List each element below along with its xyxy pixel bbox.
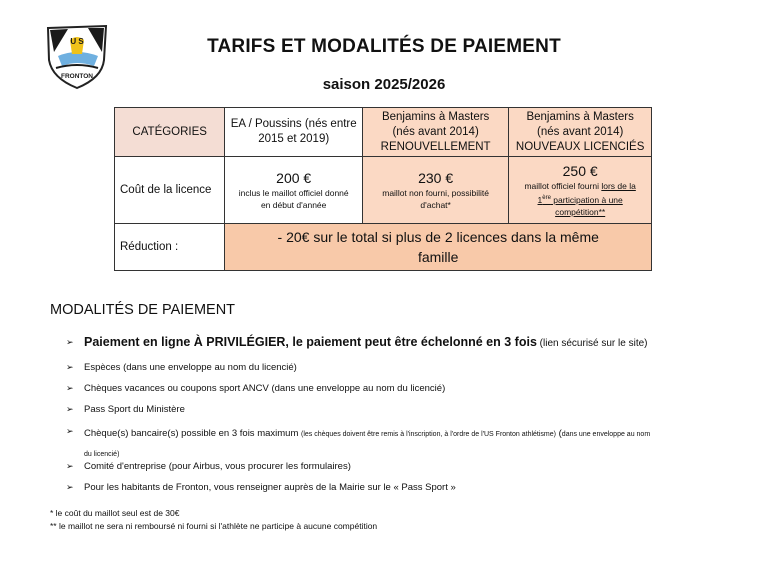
cost-new-note2sup: ère bbox=[542, 195, 551, 202]
item1-bold: Paiement en ligne À PRIVILÉGIER, le paiement peut être échelonné en 3 fois bbox=[84, 335, 537, 349]
header-renew-line1: Benjamins à Masters bbox=[381, 110, 490, 123]
list-item bbox=[66, 360, 297, 375]
list-item bbox=[66, 480, 456, 495]
reduction-value bbox=[225, 224, 652, 271]
item-pass-sport: Pass Sport du Ministère bbox=[84, 404, 185, 415]
cost-new-note1a: maillot officiel fourni bbox=[524, 181, 602, 192]
item1-rest: (lien sécurisé sur le site) bbox=[536, 338, 648, 349]
arrow-bullet-icon: ➢ bbox=[66, 426, 74, 436]
item5-main: Chèque(s) bancaire(s) possible en 3 fois maximum bbox=[84, 428, 302, 439]
footnote-2: ** le maillot ne sera ni remboursé ni fourni si l'athlète ne participe à aucune compétition bbox=[50, 521, 378, 531]
list-item bbox=[66, 335, 648, 351]
cost-new-note2b: participation à une bbox=[550, 194, 623, 205]
cost-renew-note2: d'achat* bbox=[420, 200, 451, 210]
header-new-line3: NOUVEAUX LICENCIÉS bbox=[515, 140, 645, 153]
header-categories: CATÉGORIES bbox=[115, 108, 225, 157]
list-item bbox=[66, 402, 185, 417]
header-ea-line1: EA / Poussins (nés entre bbox=[230, 118, 357, 130]
header-ea-poussins bbox=[225, 108, 363, 157]
item5-small: (les chèques doivent être remis à l'inscription, à l'ordre de l'US Fronton athlétisme) bbox=[301, 431, 556, 438]
logo-top-text: U S bbox=[70, 37, 84, 46]
arrow-bullet-icon: ➢ bbox=[66, 362, 74, 372]
item-cheques-vacances: Chèques vacances ou coupons sport ANCV (dans une enveloppe au nom du licencié) bbox=[84, 383, 446, 394]
footnote-1: * le coût du maillot seul est de 30€ bbox=[50, 508, 180, 518]
arrow-bullet-icon: ➢ bbox=[66, 461, 74, 471]
cost-ea-note1: inclus le maillot officiel donné bbox=[238, 188, 349, 198]
header-renouvellement bbox=[362, 108, 508, 157]
header-new-line1: Benjamins à Masters bbox=[526, 110, 634, 123]
reduction-label: Réduction : bbox=[115, 224, 225, 271]
arrow-bullet-icon: ➢ bbox=[66, 404, 74, 414]
cost-new-note2a: 1 bbox=[537, 194, 543, 205]
header-ea-line2: 2015 et 2019) bbox=[258, 133, 330, 145]
cost-new-cell bbox=[509, 157, 652, 224]
cost-ea-cell bbox=[225, 157, 363, 224]
cost-new-price: 250 € bbox=[562, 163, 598, 180]
cost-new-note1 bbox=[512, 180, 648, 192]
header-nouveaux bbox=[509, 108, 652, 157]
item-online-payment bbox=[84, 335, 648, 351]
cost-row bbox=[115, 157, 652, 224]
cost-renew-price: 230 € bbox=[418, 170, 454, 186]
item-especes: Espèces (dans une enveloppe au nom du licencié) bbox=[84, 362, 297, 373]
cost-label: Coût de la licence bbox=[115, 157, 225, 224]
cost-new-note3: compétition** bbox=[555, 206, 606, 217]
item5-paren: ( bbox=[555, 428, 562, 439]
item-cheques-bancaires bbox=[84, 424, 744, 464]
reduction-row bbox=[115, 224, 652, 271]
page-title: TARIFS ET MODALITÉS DE PAIEMENT bbox=[207, 36, 561, 57]
cost-new-note1b: lors de la bbox=[601, 181, 636, 192]
reduction-line2: famille bbox=[417, 249, 459, 265]
logo-bottom-text: FRONTON bbox=[60, 73, 94, 80]
cost-ea-price: 200 € bbox=[276, 170, 312, 186]
item5-small3: du licencié) bbox=[84, 451, 120, 458]
list-item bbox=[66, 424, 744, 464]
table-header-row bbox=[115, 108, 652, 157]
list-item bbox=[66, 459, 351, 474]
header-new-line2: (nés avant 2014) bbox=[537, 125, 624, 138]
item5-small2: dans une enveloppe au nom bbox=[561, 431, 651, 438]
item-habitants-fronton: Pour les habitants de Fronton, vous renseigner auprès de la Mairie sur le « Pass Sport » bbox=[84, 482, 456, 493]
tarifs-table bbox=[114, 107, 652, 271]
arrow-bullet-icon: ➢ bbox=[66, 337, 74, 347]
arrow-bullet-icon: ➢ bbox=[66, 482, 74, 492]
arrow-bullet-icon: ➢ bbox=[66, 383, 74, 393]
cost-ea-note2: en début d'année bbox=[260, 200, 327, 210]
cost-renew-note1: maillot non fourni, possibilité bbox=[382, 188, 490, 198]
modalites-title: MODALITÉS DE PAIEMENT bbox=[50, 302, 236, 318]
list-item bbox=[66, 381, 445, 396]
reduction-line1: - 20€ sur le total si plus de 2 licences dans la même bbox=[277, 229, 599, 245]
header-renew-line3: RENOUVELLEMENT bbox=[380, 140, 491, 153]
cost-new-note2 bbox=[512, 192, 648, 206]
cost-renew-cell bbox=[362, 157, 508, 224]
item-comite-entreprise: Comité d'entreprise (pour Airbus, vous procurer les formulaires) bbox=[84, 461, 351, 472]
header-renew-line2: (nés avant 2014) bbox=[392, 125, 479, 138]
season-subtitle: saison 2025/2026 bbox=[322, 76, 446, 93]
